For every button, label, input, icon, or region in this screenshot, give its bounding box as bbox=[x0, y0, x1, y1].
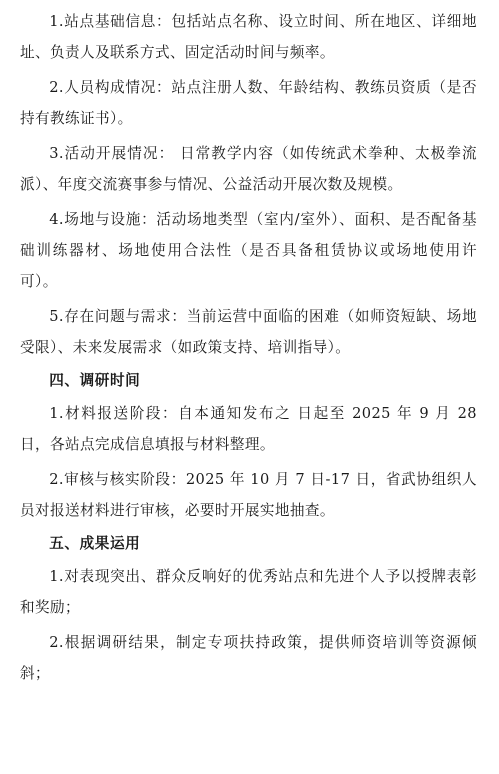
paragraph-activity-status: 3.活动开展情况： 日常教学内容（如传统武术拳种、太极拳流派）、年度交流赛事参与情况、公益活动开展次数及规模。 bbox=[20, 145, 477, 193]
paragraph-review-stage: 2.审核与核实阶段：2025 年 10 月 7 日-17 日，省武协组织人员对报送材料进行审核，必要时开展实地抽查。 bbox=[20, 471, 477, 519]
paragraph-submission-stage: 1.材料报送阶段：自本通知发布之 日起至 2025 年 9 月 28 日，各站点完成信息填报与材料整理。 bbox=[20, 405, 477, 453]
paragraph-commendation: 1.对表现突出、群众反响好的优秀站点和先进个人予以授牌表彰和奖励； bbox=[20, 568, 477, 616]
paragraph-support-policy: 2.根据调研结果，制定专项扶持政策，提供师资培训等资源倾斜； bbox=[20, 634, 477, 682]
paragraph-site-basic-info: 1.站点基础信息：包括站点名称、设立时间、所在地区、详细地址、负责人及联系方式、固定活动时间与频率。 bbox=[20, 13, 477, 61]
section-heading-survey-time: 四、调研时间 bbox=[49, 372, 141, 389]
paragraph-staff-composition: 2.人员构成情况：站点注册人数、年龄结构、教练员资质（是否持有教练证书）。 bbox=[20, 79, 477, 127]
paragraph-venue-facilities: 4.场地与设施：活动场地类型（室内/室外）、面积、是否配备基础训练器材、场地使用合法性（是否具备租赁协议或场地使用许可）。 bbox=[20, 211, 477, 290]
paragraph-problems-needs: 5.存在问题与需求：当前运营中面临的困难（如师资短缺、场地受限）、未来发展需求（如政策支持、培训指导）。 bbox=[20, 308, 477, 356]
section-heading-results-use: 五、成果运用 bbox=[49, 535, 141, 552]
